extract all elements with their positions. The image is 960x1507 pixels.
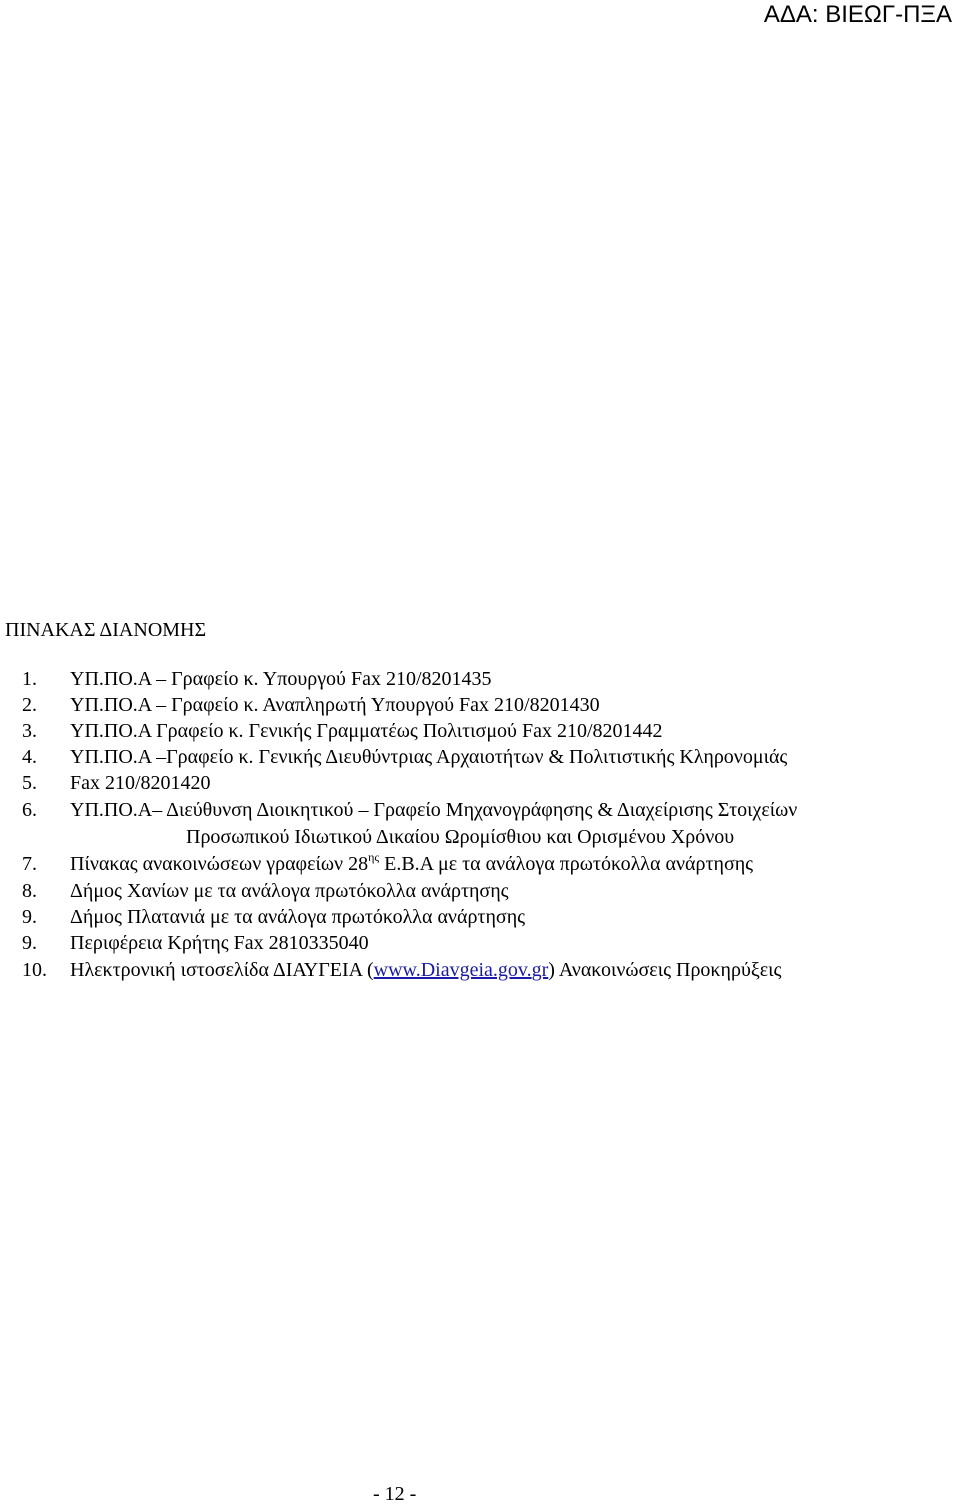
item-number: 3. [22,720,37,742]
item-text-end: Ε.Β.Α με τα ανάλογα πρωτόκολλα ανάρτησης [379,853,754,875]
item-text: ΥΠ.ΠΟ.Α Γραφείο κ. Γενικής Γραμματέως Πολιτισμού Fax 210/8201442 [70,720,663,742]
item-number: 7. [22,853,37,875]
item-text: Fax 210/8201420 [70,772,211,794]
item-text-start: Πίνακας ανακοινώσεων γραφείων 28 [70,853,369,875]
item-text-end: ) Ανακοινώσεις Προκηρύξεις [548,959,782,981]
item-number: 8. [22,880,37,902]
item-number: 6. [22,799,37,821]
item-number: 1. [22,668,37,690]
item-text: ΥΠ.ΠΟ.Α– Διεύθυνση Διοικητικού – Γραφείο Μηχανογράφησης & Διαχείρισης Στοιχείων [70,799,798,821]
item-number: 5. [22,772,37,794]
item-number: 9. [22,932,37,954]
item-text: Δήμος Χανίων με τα ανάλογα πρωτόκολλα ανάρτησης [70,880,509,902]
item-text-start: Ηλεκτρονική ιστοσελίδα ΔΙΑΥΓΕΙΑ ( [70,959,374,981]
item-text: ΥΠ.ΠΟ.Α – Γραφείο κ. Υπουργού Fax 210/8201435 [70,668,492,690]
item-number: 4. [22,746,37,768]
item-text: ΥΠ.ΠΟ.Α –Γραφείο κ. Γενικής Διευθύντριας Αρχαιοτήτων & Πολιτιστικής Κληρονομιάς [70,746,788,768]
item-continuation: Προσωπικού Ιδιωτικού Δικαίου Ωρομίσθιου και Ορισμένου Χρόνου [186,826,735,848]
item-number: 9. [22,906,37,928]
link-text-part2[interactable]: gr [531,959,549,981]
item-text: Περιφέρεια Κρήτης Fax 2810335040 [70,932,369,954]
page-number: - 12 - [373,1483,417,1505]
ordinal-superscript: ης [368,850,380,864]
item-number: 2. [22,694,37,716]
diavgeia-link[interactable] [374,959,549,981]
item-number: 10. [22,959,47,981]
item-text [70,851,753,877]
item-text [70,957,781,983]
item-text: Δήμος Πλατανιά με τα ανάλογα πρωτόκολλα ανάρτησης [70,906,526,928]
item-text: ΥΠ.ΠΟ.Α – Γραφείο κ. Αναπληρωτή Υπουργού Fax 210/8201430 [70,694,600,716]
ada-header: ΑΔΑ: ΒΙΕΩΓ-ΠΞΑ [763,1,952,28]
page-title: ΠΙΝΑΚΑΣ ΔΙΑΝΟΜΗΣ [5,619,207,641]
link-text-part1[interactable]: www.Diavgeia.gov. [373,959,532,981]
